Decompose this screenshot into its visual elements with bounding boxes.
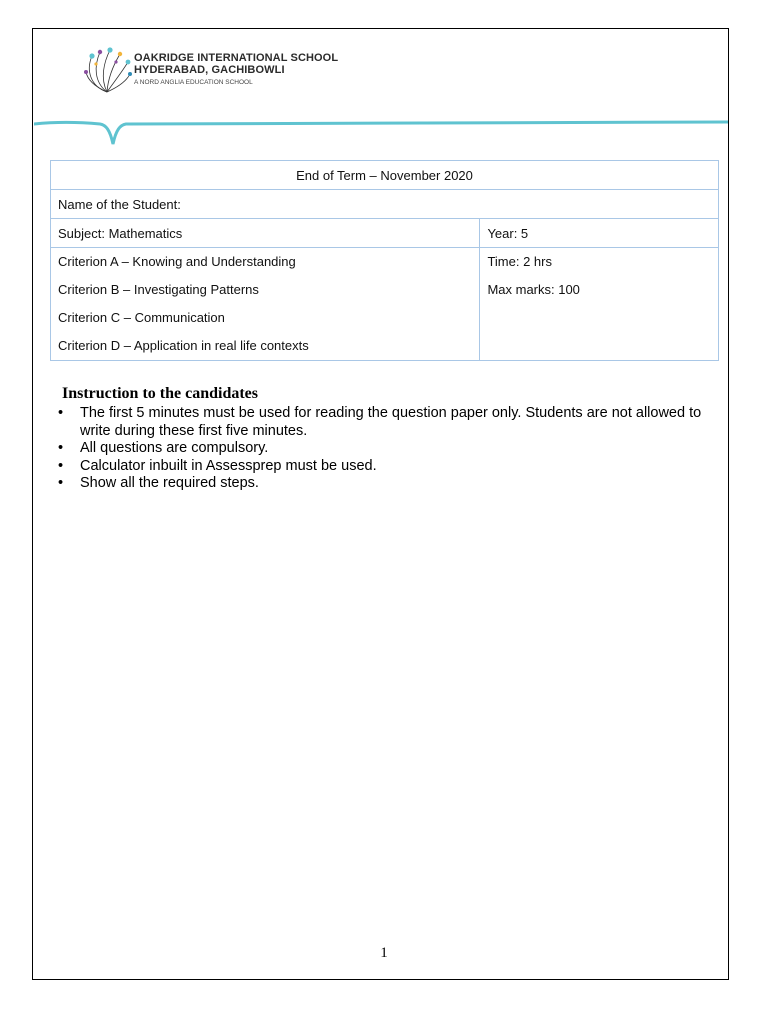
bullet-icon: •: [58, 405, 64, 421]
instructions-heading: Instruction to the candidates: [62, 385, 259, 402]
time-marks-cell: [480, 248, 719, 361]
bullet-icon: •: [58, 475, 64, 491]
school-logo: [80, 42, 340, 100]
exam-title: End of Term – November 2020: [51, 161, 719, 190]
bullet-icon: •: [58, 457, 64, 474]
list-item: [56, 440, 730, 458]
criterion-a: Criterion A – Knowing and Understanding: [58, 254, 296, 269]
header-divider-wave: [34, 112, 728, 152]
criterion-b: Criterion B – Investigating Patterns: [58, 282, 259, 297]
bullet-icon: •: [58, 440, 64, 456]
instruction-text: The first 5 minutes must be used for reading the question paper only. Students are not allowed to write during these first five minutes.: [80, 405, 702, 439]
logo-text: [134, 52, 338, 88]
school-logo-icon: [80, 42, 134, 96]
list-item: [56, 475, 730, 493]
max-marks-value: Max marks: 100: [487, 282, 580, 297]
subject-cell: Subject: Mathematics: [51, 219, 480, 248]
criterion-d: Criterion D – Application in real life contexts: [58, 338, 309, 353]
list-item: [56, 458, 730, 476]
instructions-list: [56, 405, 730, 493]
instruction-text: Calculator inbuilt in Assessprep must be used.: [80, 457, 377, 474]
school-name-line2: HYDERABAD, GACHIBOWLI: [134, 64, 285, 76]
instruction-text: Show all the required steps.: [80, 475, 259, 491]
criterion-c: Criterion C – Communication: [58, 310, 225, 325]
school-name-line1: OAKRIDGE INTERNATIONAL SCHOOL: [134, 52, 339, 64]
school-tagline: A NORD ANGLIA EDUCATION SCHOOL: [134, 79, 253, 86]
year-cell: Year: 5: [480, 219, 719, 248]
list-item: [56, 405, 730, 440]
student-name-field: Name of the Student:: [51, 190, 719, 219]
page-number: 1: [380, 945, 388, 961]
instruction-text: All questions are compulsory.: [80, 440, 269, 456]
time-value: Time: 2 hrs: [487, 254, 552, 269]
exam-info-table: [50, 160, 719, 361]
criteria-cell: [51, 248, 480, 361]
